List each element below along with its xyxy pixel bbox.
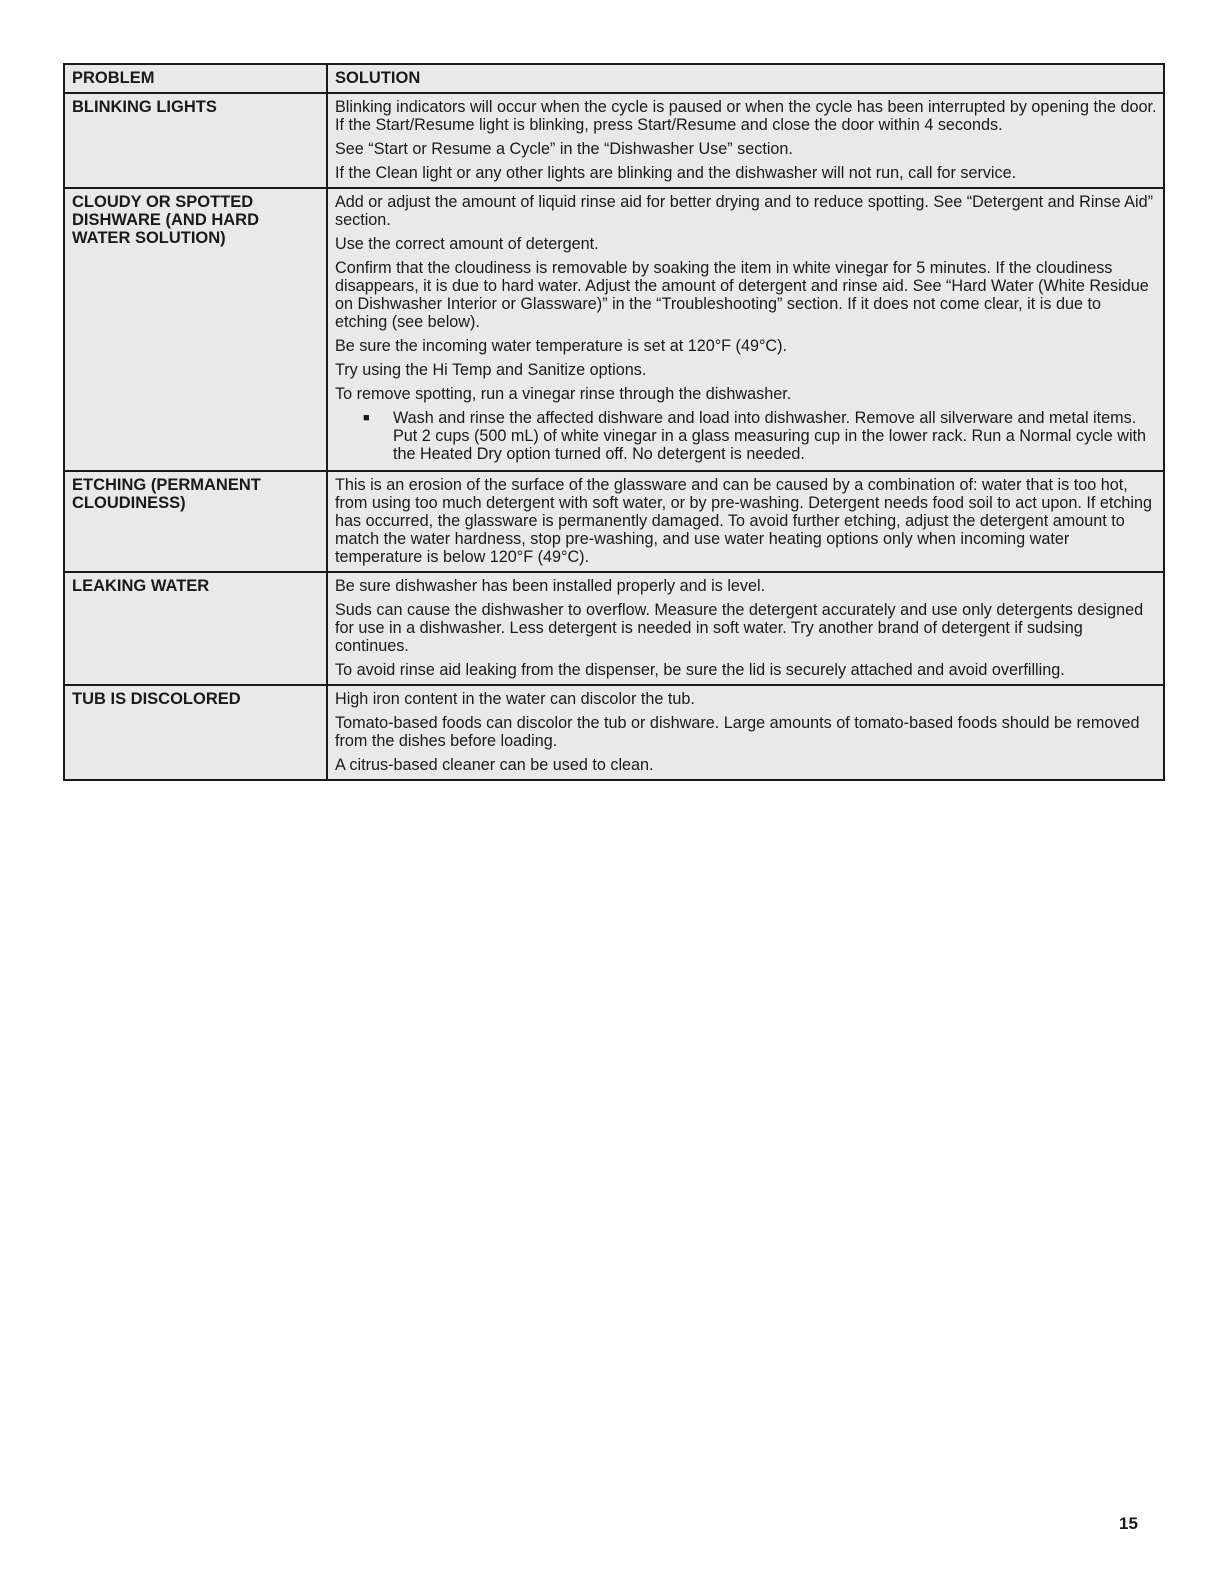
solution-paragraph: High iron content in the water can discolor the tub. bbox=[335, 690, 695, 708]
problem-cell: CLOUDY OR SPOTTED DISHWARE (AND HARD WATER SOLUTION) bbox=[64, 188, 327, 471]
solution-paragraph: To avoid rinse aid leaking from the dispenser, be sure the lid is securely attached and avoid overfilling. bbox=[335, 661, 1065, 679]
solution-paragraph: Confirm that the cloudiness is removable by soaking the item in white vinegar for 5 minutes. If the cloudiness disappears, it is due to hard water. Adjust the amount of detergent and rinse aid. See “Hard Water (White Residue on Dishwasher Interior or Glassware)” in the “Troubleshooting” section. If it does not come clear, it is due to etching (see below). bbox=[335, 259, 1149, 331]
bullet-text: Wash and rinse the affected dishware and load into dishwasher. Remove all silverware and metal items. Put 2 cups (500 mL) of white vinegar in a glass measuring cup in the lower rack. Run a Normal cycle with the Heated Dry option turned off. No detergent is needed. bbox=[393, 409, 1147, 463]
problem-cell: BLINKING LIGHTS bbox=[64, 93, 327, 188]
solution-cell bbox=[327, 93, 1164, 188]
solution-cell bbox=[327, 471, 1164, 572]
problem-column-header: PROBLEM bbox=[64, 64, 327, 93]
table-row bbox=[64, 471, 1164, 572]
table-row bbox=[64, 188, 1164, 471]
solution-column-header: SOLUTION bbox=[327, 64, 1164, 93]
bullet-list-item bbox=[363, 409, 1157, 463]
solution-paragraph: Be sure the incoming water temperature is set at 120°F (49°C). bbox=[335, 337, 788, 355]
table-header-row bbox=[64, 64, 1164, 93]
problem-cell: ETCHING (PERMANENT CLOUDINESS) bbox=[64, 471, 327, 572]
troubleshooting-table bbox=[63, 63, 1165, 781]
solution-paragraph: This is an erosion of the surface of the glassware and can be caused by a combination of: water that is too hot, from using too much detergent with soft water, or by pre-washing. Detergent needs food soil to act upon. If etching has occurred, the glassware is permanently damaged. To avoid further etching, adjust the detergent amount to match the water hardness, stop pre-washing, and use water heating options only when incoming water temperature is below 120°F (49°C). bbox=[335, 476, 1153, 566]
table-row bbox=[64, 572, 1164, 685]
solution-paragraph: Use the correct amount of detergent. bbox=[335, 235, 599, 253]
square-bullet-icon: ■ bbox=[363, 412, 370, 424]
table-row bbox=[64, 93, 1164, 188]
solution-paragraph: A citrus-based cleaner can be used to clean. bbox=[335, 756, 654, 774]
solution-paragraph: See “Start or Resume a Cycle” in the “Dishwasher Use” section. bbox=[335, 140, 793, 158]
solution-paragraph: Be sure dishwasher has been installed properly and is level. bbox=[335, 577, 766, 595]
page-number: 15 bbox=[1119, 1514, 1138, 1533]
solution-cell bbox=[327, 685, 1164, 780]
solution-paragraph: Blinking indicators will occur when the cycle is paused or when the cycle has been interrupted by opening the door. If the Start/Resume light is blinking, press Start/Resume and close the door within 4 seconds. bbox=[335, 98, 1157, 134]
troubleshooting-page bbox=[63, 63, 1163, 781]
solution-cell bbox=[327, 572, 1164, 685]
solution-cell bbox=[327, 188, 1164, 471]
solution-paragraph: Tomato-based foods can discolor the tub or dishware. Large amounts of tomato-based foods should be removed from the dishes before loading. bbox=[335, 714, 1140, 750]
solution-paragraph: To remove spotting, run a vinegar rinse through the dishwasher. bbox=[335, 385, 792, 403]
solution-paragraph: Suds can cause the dishwasher to overflow. Measure the detergent accurately and use only detergents designed for use in a dishwasher. Less detergent is needed in soft water. Try another brand of detergent if sudsing continues. bbox=[335, 601, 1144, 655]
solution-paragraph: Add or adjust the amount of liquid rinse aid for better drying and to reduce spotting. See “Detergent and Rinse Aid” section. bbox=[335, 193, 1153, 229]
problem-cell: LEAKING WATER bbox=[64, 572, 327, 685]
problem-cell: TUB IS DISCOLORED bbox=[64, 685, 327, 780]
solution-paragraph: If the Clean light or any other lights are blinking and the dishwasher will not run, call for service. bbox=[335, 164, 1017, 182]
solution-paragraph: Try using the Hi Temp and Sanitize options. bbox=[335, 361, 647, 379]
table-row bbox=[64, 685, 1164, 780]
